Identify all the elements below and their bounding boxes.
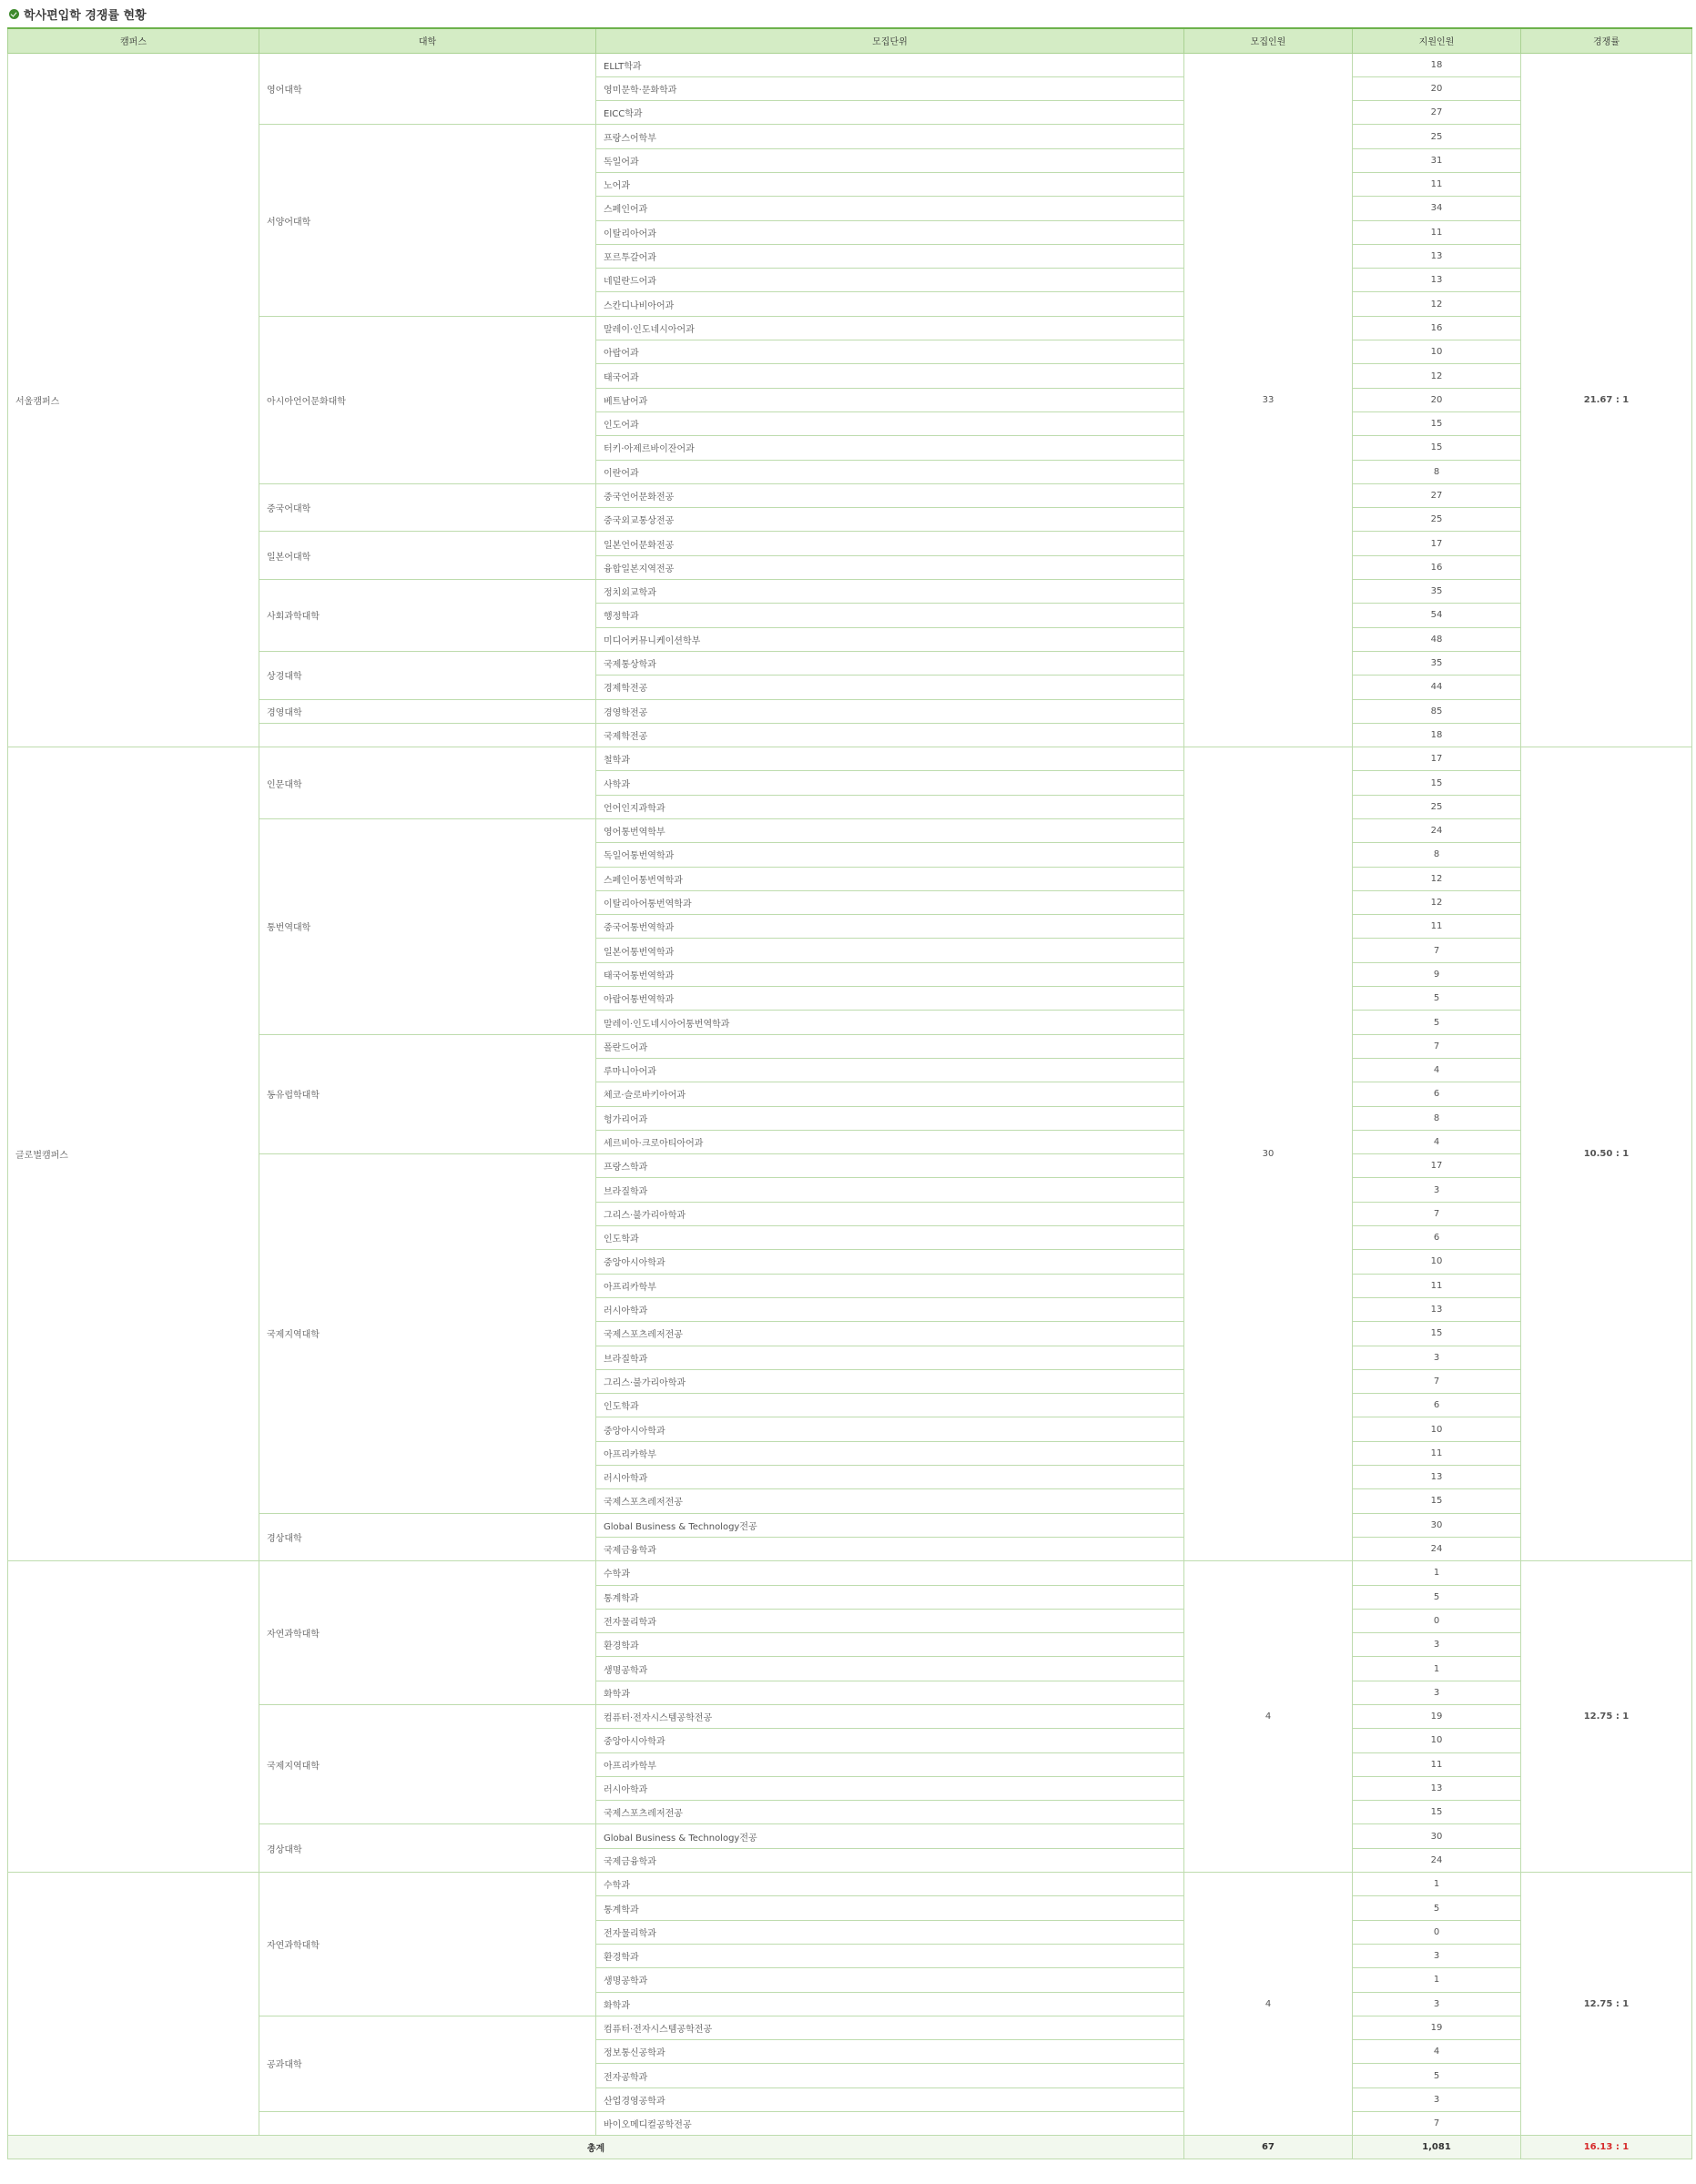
unit-cell: 브라질학과 bbox=[596, 1178, 1184, 1202]
unit-cell: 전자공학과 bbox=[596, 2064, 1184, 2087]
unit-cell: 중앙아시아학과 bbox=[596, 1729, 1184, 1752]
applicants-cell: 1 bbox=[1353, 1873, 1521, 1896]
applicants-cell: 0 bbox=[1353, 1609, 1521, 1632]
unit-cell: 국제금융학과 bbox=[596, 1848, 1184, 1872]
applicants-cell: 13 bbox=[1353, 269, 1521, 292]
unit-cell: 러시아학과 bbox=[596, 1297, 1184, 1321]
applicants-cell: 1 bbox=[1353, 1657, 1521, 1681]
rate-cell: 10.50 : 1 bbox=[1521, 747, 1692, 1561]
section-title-text: 학사편입학 경쟁률 현황 bbox=[24, 8, 147, 23]
applicants-cell: 10 bbox=[1353, 1417, 1521, 1441]
header-quota: 모집인원 bbox=[1184, 28, 1353, 53]
rate-cell: 12.75 : 1 bbox=[1521, 1561, 1692, 1873]
applicants-cell: 1 bbox=[1353, 1561, 1521, 1585]
unit-cell: 아랍어통번역학과 bbox=[596, 987, 1184, 1011]
applicants-cell: 11 bbox=[1353, 915, 1521, 939]
table-row bbox=[8, 723, 1692, 747]
college-cell: 아시아언어문화대학 bbox=[259, 316, 596, 483]
unit-cell: 수학과 bbox=[596, 1561, 1184, 1585]
table-row bbox=[8, 699, 1692, 723]
unit-cell: 태국어과 bbox=[596, 364, 1184, 388]
table-body bbox=[8, 53, 1692, 2136]
unit-cell: 수학과 bbox=[596, 1873, 1184, 1896]
campus-cell bbox=[8, 1561, 259, 1873]
unit-cell: 국제학전공 bbox=[596, 723, 1184, 747]
unit-cell: 중국외교통상전공 bbox=[596, 508, 1184, 532]
college-cell: 영어대학 bbox=[259, 53, 596, 125]
unit-cell: 러시아학과 bbox=[596, 1466, 1184, 1489]
unit-cell: 경영학전공 bbox=[596, 699, 1184, 723]
applicants-cell: 4 bbox=[1353, 1058, 1521, 1082]
applicants-cell: 11 bbox=[1353, 1274, 1521, 1297]
unit-cell: 아프리카학부 bbox=[596, 1441, 1184, 1465]
total-row bbox=[8, 2136, 1692, 2159]
unit-cell: 경제학전공 bbox=[596, 676, 1184, 699]
table-row bbox=[8, 1034, 1692, 1058]
unit-cell: 루마니아어과 bbox=[596, 1058, 1184, 1082]
total-applicants: 1,081 bbox=[1353, 2136, 1521, 2159]
applicants-cell: 54 bbox=[1353, 604, 1521, 627]
applicants-cell: 15 bbox=[1353, 411, 1521, 435]
table-row bbox=[8, 747, 1692, 771]
applicants-cell: 15 bbox=[1353, 1322, 1521, 1346]
applicants-cell: 13 bbox=[1353, 1297, 1521, 1321]
applicants-cell: 12 bbox=[1353, 890, 1521, 914]
college-cell: 서양어대학 bbox=[259, 125, 596, 316]
unit-cell: 화학과 bbox=[596, 1992, 1184, 2016]
applicants-cell: 30 bbox=[1353, 1824, 1521, 1848]
applicants-cell: 3 bbox=[1353, 1346, 1521, 1369]
applicants-cell: 5 bbox=[1353, 987, 1521, 1011]
unit-cell: ELLT학과 bbox=[596, 53, 1184, 76]
applicants-cell: 4 bbox=[1353, 1130, 1521, 1153]
college-cell: 중국어대학 bbox=[259, 483, 596, 532]
applicants-cell: 16 bbox=[1353, 316, 1521, 340]
applicants-cell: 11 bbox=[1353, 1752, 1521, 1776]
unit-cell: 일본언어문화전공 bbox=[596, 532, 1184, 555]
applicants-cell: 3 bbox=[1353, 2087, 1521, 2111]
applicants-cell: 15 bbox=[1353, 771, 1521, 795]
header-college: 대학 bbox=[259, 28, 596, 53]
table-row bbox=[8, 125, 1692, 148]
applicants-cell: 35 bbox=[1353, 580, 1521, 604]
unit-cell: 컴퓨터·전자시스템공학전공 bbox=[596, 1704, 1184, 1728]
applicants-cell: 12 bbox=[1353, 292, 1521, 316]
header-applicants: 지원인원 bbox=[1353, 28, 1521, 53]
applicants-cell: 27 bbox=[1353, 483, 1521, 507]
applicants-cell: 3 bbox=[1353, 1681, 1521, 1704]
competition-rate-table bbox=[7, 27, 1692, 2159]
applicants-cell: 85 bbox=[1353, 699, 1521, 723]
applicants-cell: 9 bbox=[1353, 962, 1521, 986]
college-cell: 국제지역대학 bbox=[259, 1154, 596, 1513]
applicants-cell: 5 bbox=[1353, 2064, 1521, 2087]
unit-cell: 헝가리어과 bbox=[596, 1106, 1184, 1130]
applicants-cell: 35 bbox=[1353, 651, 1521, 675]
unit-cell: 중앙아시아학과 bbox=[596, 1417, 1184, 1441]
header-rate: 경쟁률 bbox=[1521, 28, 1692, 53]
table-row bbox=[8, 1561, 1692, 1585]
header-unit: 모집단위 bbox=[596, 28, 1184, 53]
applicants-cell: 6 bbox=[1353, 1394, 1521, 1417]
applicants-cell: 7 bbox=[1353, 939, 1521, 962]
applicants-cell: 12 bbox=[1353, 867, 1521, 890]
unit-cell: 아프리카학부 bbox=[596, 1274, 1184, 1297]
unit-cell: 바이오메디컬공학전공 bbox=[596, 2112, 1184, 2136]
applicants-cell: 15 bbox=[1353, 1801, 1521, 1824]
college-cell: 통번역대학 bbox=[259, 819, 596, 1035]
applicants-cell: 17 bbox=[1353, 1154, 1521, 1178]
college-cell: 경상대학 bbox=[259, 1824, 596, 1873]
unit-cell: 중국언어문화전공 bbox=[596, 483, 1184, 507]
section-title bbox=[9, 4, 147, 24]
applicants-cell: 20 bbox=[1353, 76, 1521, 100]
applicants-cell: 15 bbox=[1353, 1489, 1521, 1513]
applicants-cell: 11 bbox=[1353, 172, 1521, 196]
unit-cell: 프랑스학과 bbox=[596, 1154, 1184, 1178]
table-row bbox=[8, 2016, 1692, 2039]
applicants-cell: 13 bbox=[1353, 244, 1521, 268]
college-cell: 자연과학대학 bbox=[259, 1873, 596, 2016]
applicants-cell: 6 bbox=[1353, 1082, 1521, 1106]
college-cell: 자연과학대학 bbox=[259, 1561, 596, 1705]
unit-cell: 일본어통번역학과 bbox=[596, 939, 1184, 962]
applicants-cell: 3 bbox=[1353, 1633, 1521, 1657]
unit-cell: 베트남어과 bbox=[596, 388, 1184, 411]
unit-cell: 산업경영공학과 bbox=[596, 2087, 1184, 2111]
applicants-cell: 25 bbox=[1353, 795, 1521, 818]
college-cell bbox=[259, 723, 596, 747]
unit-cell: 스페인어통번역학과 bbox=[596, 867, 1184, 890]
applicants-cell: 3 bbox=[1353, 1944, 1521, 1967]
applicants-cell: 18 bbox=[1353, 723, 1521, 747]
rate-cell: 21.67 : 1 bbox=[1521, 53, 1692, 747]
table-row bbox=[8, 483, 1692, 507]
total-quota: 67 bbox=[1184, 2136, 1353, 2159]
unit-cell: 중앙아시아학과 bbox=[596, 1250, 1184, 1274]
applicants-cell: 4 bbox=[1353, 2040, 1521, 2064]
applicants-cell: 5 bbox=[1353, 1896, 1521, 1920]
unit-cell: 포르투갈어과 bbox=[596, 244, 1184, 268]
unit-cell: 정치외교학과 bbox=[596, 580, 1184, 604]
table-row bbox=[8, 1154, 1692, 1178]
college-cell: 공과대학 bbox=[259, 2016, 596, 2111]
applicants-cell: 27 bbox=[1353, 101, 1521, 125]
unit-cell: 노어과 bbox=[596, 172, 1184, 196]
unit-cell: 생명공학과 bbox=[596, 1657, 1184, 1681]
college-cell: 상경대학 bbox=[259, 651, 596, 699]
applicants-cell: 7 bbox=[1353, 1034, 1521, 1058]
table-row bbox=[8, 1873, 1692, 1896]
applicants-cell: 11 bbox=[1353, 220, 1521, 244]
applicants-cell: 7 bbox=[1353, 1202, 1521, 1225]
unit-cell: 체코·슬로바키아어과 bbox=[596, 1082, 1184, 1106]
unit-cell: 환경학과 bbox=[596, 1633, 1184, 1657]
college-cell: 경상대학 bbox=[259, 1513, 596, 1561]
unit-cell: 이란어과 bbox=[596, 460, 1184, 483]
applicants-cell: 7 bbox=[1353, 2112, 1521, 2136]
applicants-cell: 34 bbox=[1353, 197, 1521, 220]
quota-cell: 33 bbox=[1184, 53, 1353, 747]
college-cell: 사회과학대학 bbox=[259, 580, 596, 652]
table-row bbox=[8, 819, 1692, 843]
applicants-cell: 11 bbox=[1353, 1441, 1521, 1465]
applicants-cell: 17 bbox=[1353, 747, 1521, 771]
applicants-cell: 19 bbox=[1353, 1704, 1521, 1728]
applicants-cell: 8 bbox=[1353, 843, 1521, 867]
applicants-cell: 24 bbox=[1353, 1848, 1521, 1872]
unit-cell: 독일어과 bbox=[596, 148, 1184, 172]
unit-cell: 스칸디나비아어과 bbox=[596, 292, 1184, 316]
table-row bbox=[8, 53, 1692, 76]
applicants-cell: 6 bbox=[1353, 1226, 1521, 1250]
unit-cell: 이탈리아어통번역학과 bbox=[596, 890, 1184, 914]
unit-cell: 생명공학과 bbox=[596, 1968, 1184, 1992]
unit-cell: 인도학과 bbox=[596, 1226, 1184, 1250]
unit-cell: 아프리카학부 bbox=[596, 1752, 1184, 1776]
unit-cell: 폴란드어과 bbox=[596, 1034, 1184, 1058]
unit-cell: 세르비아·크로아티아어과 bbox=[596, 1130, 1184, 1153]
campus-cell: 서울캠퍼스 bbox=[8, 53, 259, 747]
applicants-cell: 3 bbox=[1353, 1992, 1521, 2016]
table-row bbox=[8, 316, 1692, 340]
applicants-cell: 48 bbox=[1353, 627, 1521, 651]
applicants-cell: 10 bbox=[1353, 1729, 1521, 1752]
unit-cell: 태국어통번역학과 bbox=[596, 962, 1184, 986]
college-cell: 동유럽학대학 bbox=[259, 1034, 596, 1153]
unit-cell: 국제스포츠레저전공 bbox=[596, 1322, 1184, 1346]
quota-cell: 30 bbox=[1184, 747, 1353, 1561]
applicants-cell: 3 bbox=[1353, 1178, 1521, 1202]
applicants-cell: 24 bbox=[1353, 1537, 1521, 1560]
applicants-cell: 5 bbox=[1353, 1011, 1521, 1034]
campus-cell bbox=[8, 1873, 259, 2136]
unit-cell: 행정학과 bbox=[596, 604, 1184, 627]
unit-cell: Global Business & Technology전공 bbox=[596, 1824, 1184, 1848]
unit-cell: 스페인어과 bbox=[596, 197, 1184, 220]
applicants-cell: 20 bbox=[1353, 388, 1521, 411]
college-cell: 인문대학 bbox=[259, 747, 596, 819]
unit-cell: EICC학과 bbox=[596, 101, 1184, 125]
unit-cell: 중국어통번역학과 bbox=[596, 915, 1184, 939]
table-row bbox=[8, 651, 1692, 675]
header-campus: 캠퍼스 bbox=[8, 28, 259, 53]
applicants-cell: 8 bbox=[1353, 1106, 1521, 1130]
applicants-cell: 1 bbox=[1353, 1968, 1521, 1992]
unit-cell: 컴퓨터·전자시스템공학전공 bbox=[596, 2016, 1184, 2039]
unit-cell: 인도학과 bbox=[596, 1394, 1184, 1417]
unit-cell: 프랑스어학부 bbox=[596, 125, 1184, 148]
applicants-cell: 17 bbox=[1353, 532, 1521, 555]
applicants-cell: 8 bbox=[1353, 460, 1521, 483]
unit-cell: 국제스포츠레저전공 bbox=[596, 1801, 1184, 1824]
unit-cell: 인도어과 bbox=[596, 411, 1184, 435]
applicants-cell: 25 bbox=[1353, 508, 1521, 532]
college-cell: 국제지역대학 bbox=[259, 1704, 596, 1823]
unit-cell: 융합일본지역전공 bbox=[596, 555, 1184, 579]
unit-cell: 전자물리학과 bbox=[596, 1920, 1184, 1944]
unit-cell: 언어인지과학과 bbox=[596, 795, 1184, 818]
quota-cell: 4 bbox=[1184, 1561, 1353, 1873]
college-cell: 경영대학 bbox=[259, 699, 596, 723]
unit-cell: 그리스·불가리아학과 bbox=[596, 1369, 1184, 1393]
unit-cell: 전자물리학과 bbox=[596, 1609, 1184, 1632]
unit-cell: 국제통상학과 bbox=[596, 651, 1184, 675]
unit-cell: 국제스포츠레저전공 bbox=[596, 1489, 1184, 1513]
applicants-cell: 25 bbox=[1353, 125, 1521, 148]
unit-cell: 이탈리아어과 bbox=[596, 220, 1184, 244]
rate-cell: 12.75 : 1 bbox=[1521, 1873, 1692, 2136]
applicants-cell: 19 bbox=[1353, 2016, 1521, 2039]
applicants-cell: 10 bbox=[1353, 340, 1521, 364]
total-rate: 16.13 : 1 bbox=[1521, 2136, 1692, 2159]
applicants-cell: 44 bbox=[1353, 676, 1521, 699]
unit-cell: 그리스·불가리아학과 bbox=[596, 1202, 1184, 1225]
college-cell bbox=[259, 2112, 596, 2136]
unit-cell: 말레이·인도네시아어통번역학과 bbox=[596, 1011, 1184, 1034]
campus-cell: 글로벌캠퍼스 bbox=[8, 747, 259, 1561]
check-circle-icon bbox=[9, 9, 19, 19]
table-row bbox=[8, 1704, 1692, 1728]
table-header-row bbox=[8, 28, 1692, 53]
applicants-cell: 7 bbox=[1353, 1369, 1521, 1393]
applicants-cell: 15 bbox=[1353, 436, 1521, 460]
table-row bbox=[8, 2112, 1692, 2136]
unit-cell: 말레이·인도네시아어과 bbox=[596, 316, 1184, 340]
unit-cell: 아랍어과 bbox=[596, 340, 1184, 364]
unit-cell: 영어통번역학부 bbox=[596, 819, 1184, 843]
college-cell: 일본어대학 bbox=[259, 532, 596, 580]
applicants-cell: 24 bbox=[1353, 819, 1521, 843]
table-row bbox=[8, 1513, 1692, 1537]
applicants-cell: 13 bbox=[1353, 1776, 1521, 1800]
unit-cell: 환경학과 bbox=[596, 1944, 1184, 1967]
applicants-cell: 13 bbox=[1353, 1466, 1521, 1489]
applicants-cell: 12 bbox=[1353, 364, 1521, 388]
quota-cell: 4 bbox=[1184, 1873, 1353, 2136]
applicants-cell: 31 bbox=[1353, 148, 1521, 172]
applicants-cell: 0 bbox=[1353, 1920, 1521, 1944]
unit-cell: 러시아학과 bbox=[596, 1776, 1184, 1800]
unit-cell: 독일어통번역학과 bbox=[596, 843, 1184, 867]
unit-cell: 통계학과 bbox=[596, 1896, 1184, 1920]
unit-cell: 국제금융학과 bbox=[596, 1537, 1184, 1560]
unit-cell: 정보통신공학과 bbox=[596, 2040, 1184, 2064]
table-row bbox=[8, 580, 1692, 604]
applicants-cell: 5 bbox=[1353, 1585, 1521, 1609]
unit-cell: 사학과 bbox=[596, 771, 1184, 795]
unit-cell: 철학과 bbox=[596, 747, 1184, 771]
applicants-cell: 30 bbox=[1353, 1513, 1521, 1537]
applicants-cell: 18 bbox=[1353, 53, 1521, 76]
applicants-cell: 16 bbox=[1353, 555, 1521, 579]
unit-cell: 네덜란드어과 bbox=[596, 269, 1184, 292]
unit-cell: 영미문학·문화학과 bbox=[596, 76, 1184, 100]
unit-cell: 터키·아제르바이잔어과 bbox=[596, 436, 1184, 460]
applicants-cell: 10 bbox=[1353, 1250, 1521, 1274]
unit-cell: 미디어커뮤니케이션학부 bbox=[596, 627, 1184, 651]
unit-cell: 브라질학과 bbox=[596, 1346, 1184, 1369]
unit-cell: 통계학과 bbox=[596, 1585, 1184, 1609]
table-row bbox=[8, 1824, 1692, 1848]
unit-cell: 화학과 bbox=[596, 1681, 1184, 1704]
unit-cell: Global Business & Technology전공 bbox=[596, 1513, 1184, 1537]
table-row bbox=[8, 532, 1692, 555]
total-label: 총계 bbox=[8, 2136, 1184, 2159]
